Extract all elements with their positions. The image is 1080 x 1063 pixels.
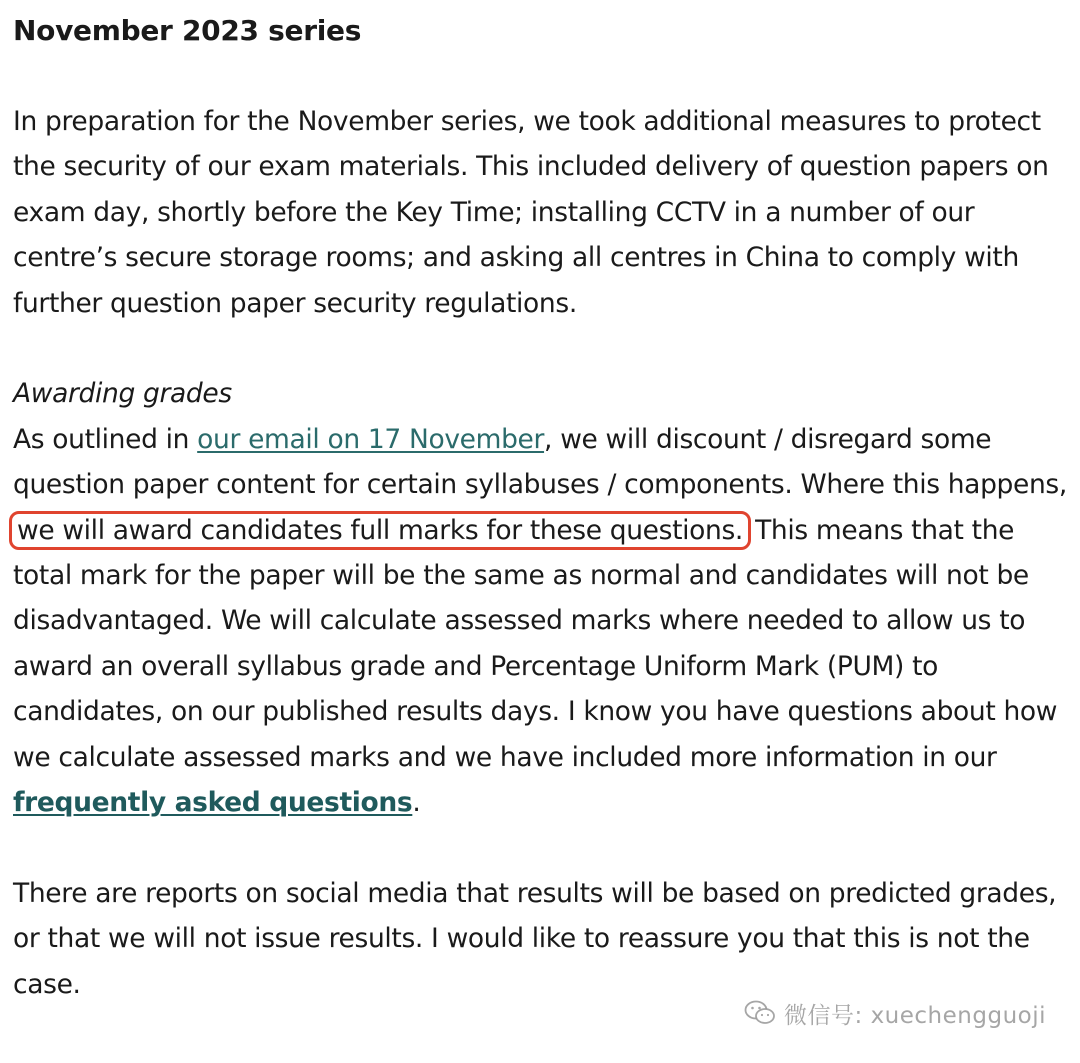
article — [13, 8, 1075, 1007]
awarding-text-end: . — [412, 787, 421, 819]
wechat-icon — [744, 999, 776, 1027]
watermark — [744, 995, 1046, 1031]
watermark-text: 微信号: xuechengguoji — [784, 1002, 1046, 1029]
paragraph-reassurance: There are reports on social media that results will be based on predicted grades, or that we will not issue results. I would like to reassure you that this is not the case. — [13, 877, 1057, 1000]
highlighted-statement: we will award candidates full marks for these questions. — [13, 515, 747, 546]
faq-link[interactable]: frequently asked questions — [13, 787, 413, 819]
awarding-subheading: Awarding grades — [13, 378, 232, 410]
awarding-text-middle: , we will discount / disregard some question paper content for certain syllabuses / components. Where this happens, — [13, 423, 1067, 501]
email-link[interactable]: our email on 17 November — [197, 423, 545, 455]
section-heading: November 2023 series — [13, 14, 362, 47]
awarding-text-prefix: As outlined in — [13, 423, 198, 455]
paragraph-security: In preparation for the November series, we took additional measures to protect the security of our exam materials. This included delivery of question papers on exam day, shortly before the Key Time; installing CCTV in a number of our centre’s secure storage rooms; and asking all centres in China to comply with further question paper security regulations. — [13, 106, 1049, 319]
paragraph-awarding — [13, 417, 1075, 826]
awarding-text-rest: This means that the total mark for the paper will be the same as normal and candidates will not be disadvantaged. We will calculate assessed marks where needed to allow us to award an overall syllabus grade and Percentage Uniform Mark (PUM) to candidates, on our published results days. I know you have questions about how we calculate assessed marks and we have included more information in our — [13, 514, 1058, 773]
